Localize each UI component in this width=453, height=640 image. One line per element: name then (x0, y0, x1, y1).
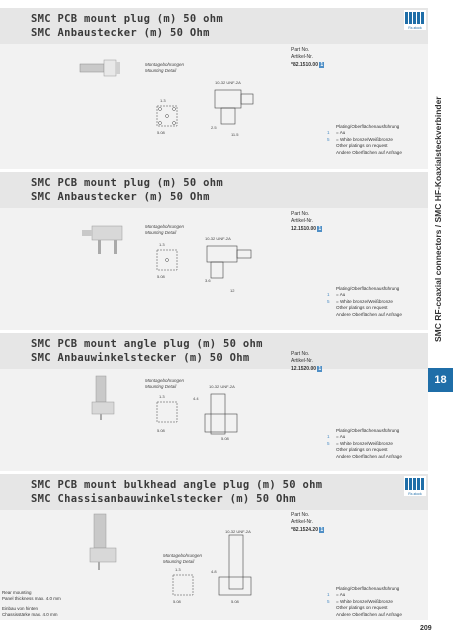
thread-label: 10-32 UNF-2A (225, 529, 251, 534)
plating-info-3: Plating/Oberflächenausführung 1 = Au 5 = White bronze/Weißbronze Other platings on request Andere Oberflächen auf Anfrage (327, 428, 402, 459)
dim-label: 5.08 (221, 436, 229, 441)
rx-stock-logo (404, 10, 426, 30)
part-info-4: Part No. Artikel-Nr. *82.1524.20 1 (291, 512, 324, 533)
side-title: SMC RF-coaxial connectors / SMC HF-Koaxialsteckverbinder (433, 96, 443, 342)
dim-label: 4.8 (211, 569, 217, 574)
plating-info-4: Plating/Oberflächenausführung 1 = Au 5 = White bronze/Weißbronze Other platings on request Andere Oberflächen auf Anfrage (327, 586, 402, 617)
part-label: Part No. (291, 47, 310, 53)
technical-drawing-2 (145, 220, 285, 315)
dim-label: 1.3 (175, 567, 181, 572)
section-title-en: SMC PCB mount plug (m) 50 ohm (31, 177, 224, 189)
technical-drawing-1 (145, 58, 285, 148)
dim-label: 5.08 (157, 274, 165, 279)
drawing-label-de: Montagebohrungen (145, 62, 185, 67)
technical-drawing-4 (145, 525, 285, 625)
drawing-label-de: Montagebohrungen (145, 378, 185, 383)
section-title-en: SMC PCB mount plug (m) 50 ohm (31, 13, 224, 25)
drawing-label-de: Montagebohrungen (163, 553, 203, 558)
chapter-tab[interactable]: 18 (428, 368, 453, 392)
dim-label: 5.08 (231, 599, 239, 604)
product-photo-1 (76, 52, 136, 82)
part-info-3: Part No. Artikel-Nr. 12.1520.00 1 (291, 351, 322, 372)
drawing-label-en: Mounting Detail (145, 384, 177, 389)
part-info-1 (291, 47, 324, 69)
drawing-label-en: Mounting Detail (163, 559, 195, 564)
rx-stock-logo (404, 476, 426, 496)
side-bar (428, 0, 453, 640)
thread-label: 10-32 UNF-2A (215, 80, 241, 85)
product-photo-4 (76, 512, 136, 572)
page-number: 209 (420, 625, 432, 632)
logo-text: Rx-stock (408, 26, 422, 30)
part-label-de: Artikel-Nr. (291, 53, 313, 60)
product-photo-2 (76, 212, 136, 256)
dim-label: 1.3 (159, 242, 165, 247)
section-title-de: SMC Anbauwinkelstecker (m) 50 Ohm (31, 352, 250, 364)
section-header-3 (0, 333, 428, 369)
dim-label: 5.08 (173, 599, 181, 604)
section-title-de: SMC Chassisanbauwinkelstecker (m) 50 Ohm (31, 493, 296, 505)
plating-info-2: Plating/Oberflächenausführung 1 = Au 5 = White bronze/Weißbronze Other platings on request Andere Oberflächen auf Anfrage (327, 286, 402, 317)
dim-label: 5.08 (157, 428, 165, 433)
section-title-en: SMC PCB mount bulkhead angle plug (m) 50 ohm (31, 479, 323, 491)
section-title-en: SMC PCB mount angle plug (m) 50 ohm (31, 338, 263, 350)
section-title-de: SMC Anbaustecker (m) 50 Ohm (31, 191, 210, 203)
dim-label: 2.5 (211, 125, 217, 130)
dim-label: 1.3 (159, 394, 165, 399)
section-header-1 (0, 8, 428, 44)
thread-label: 10-32 UNF-2A (205, 236, 231, 241)
dim-label: 1.3 (160, 98, 166, 103)
rear-mounting-note: Rear mounting Panel thickness max. 4.0 mm Einbau von hinten Chassisstärke max. 4.0 mm (2, 590, 61, 617)
dim-label: 4.4 (193, 396, 199, 401)
dim-label: 12 (230, 288, 235, 293)
svg-text:Rx-stock: Rx-stock (408, 492, 422, 496)
thread-label: 10-32 UNF-2A (209, 384, 235, 389)
section-header-4 (0, 474, 428, 510)
drawing-label-de: Montagebohrungen (145, 224, 185, 229)
section-header-2 (0, 172, 428, 208)
product-photo-3 (76, 372, 136, 422)
dim-label: 5.08 (157, 130, 165, 135)
dim-label: 11.5 (231, 132, 239, 137)
part-number: *82.1510.00 1 (291, 62, 324, 68)
part-info-2: Part No. Artikel-Nr. 12.1510.00 1 (291, 211, 322, 232)
drawing-label-en: Mounting Detail (145, 68, 177, 73)
plating-header: Plating/Oberflächenausführung (336, 124, 400, 129)
section-title-de: SMC Anbaustecker (m) 50 Ohm (31, 27, 210, 39)
dim-label: 3.6 (205, 278, 211, 283)
drawing-label-en: Mounting Detail (145, 230, 177, 235)
technical-drawing-3 (145, 370, 285, 465)
plating-info-1: Plating/Oberflächenausführung 1 = Au 5 = White bronze/Weißbronze Other platings on request Andere Oberflächen auf Anfrage (327, 124, 402, 155)
